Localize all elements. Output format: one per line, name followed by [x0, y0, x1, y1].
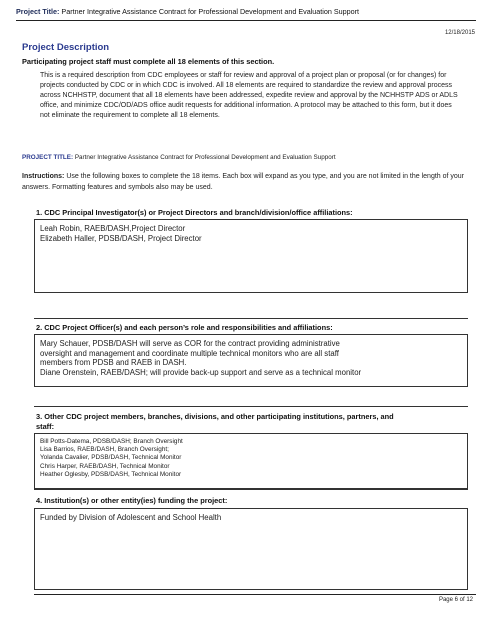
section-divider: [34, 318, 468, 319]
answer-line: Funded by Division of Adolescent and School Health: [40, 513, 222, 522]
project-title-label: PROJECT TITLE:: [22, 154, 74, 161]
project-title-text: Partner Integrative Assistance Contract for Professional Development and Evaluation Support: [74, 154, 336, 161]
instructions: [22, 172, 477, 193]
section-subheading: Participating project staff must complete all 18 elements of this section.: [22, 57, 275, 66]
answer-line: Chris Harper, RAEB/DASH, Technical Monitor: [40, 462, 170, 470]
section-divider: [34, 406, 468, 407]
answer-line: Bill Potts-Datema, PDSB/DASH; Branch Oversight: [40, 438, 183, 445]
answer-line: Mary Schauer, PDSB/DASH will serve as COR for the contract providing administrative: [40, 339, 340, 348]
header-rule: [16, 20, 476, 21]
item-2-answer-box[interactable]: [34, 334, 468, 387]
answer-line: Diane Orenstein, RAEB/DASH; will provide back-up support and serve as a technical monitor: [40, 368, 362, 378]
header-title-label: Project Title:: [16, 7, 60, 16]
item-3-label-line: 3. Other CDC project members, branches, divisions, and other participating institutions, partners, and: [36, 412, 394, 421]
instructions-text: Use the following boxes to complete the 18 items. Each box will expand as you type, and you are not limited in the length of your answers. Formatting features and symbols also may be used.: [22, 173, 465, 191]
header-project-title: [16, 7, 476, 16]
instructions-label: Instructions:: [22, 173, 65, 180]
header-title-text: Partner Integrative Assistance Contract for Professional Development and Evaluation Support: [61, 7, 360, 16]
item-3-label-line: staff:: [36, 422, 55, 431]
item-3-answer-box[interactable]: [34, 433, 468, 490]
item-1-label: 1. CDC Principal Investigator(s) or Project Directors and branch/division/office affiliations:: [36, 208, 353, 217]
item-2-label: 2. CDC Project Officer(s) and each person’s role and responsibilities and affiliations:: [36, 323, 333, 332]
document-date: 12/18/2015: [444, 30, 475, 36]
section-divider: [34, 488, 468, 489]
item-4-answer-box[interactable]: [34, 508, 468, 590]
answer-line: oversight and management and coordinate multiple technical monitors who are all staff: [40, 348, 339, 358]
item-3-label: [36, 412, 476, 432]
project-title-line: [22, 154, 482, 161]
answer-line: Leah Robin, RAEB/DASH,Project Director: [40, 224, 186, 233]
item-1-answer-box[interactable]: [34, 219, 468, 293]
section-heading: Project Description: [22, 42, 110, 53]
page-number: Page 6 of 12: [438, 597, 473, 603]
section-paragraph: This is a required description from CDC employees or staff for review and approval of a project plan or proposal (or for changes) for projects conducted by CDC or in which CDC is involved. All 18 elements are required to standardize the review and approval process across NCHHSTP, document that all 18 elements have been addressed, expedite review and approval by the NCHHSTP ADS or ADLS office, and minimize CDC/OD/ADS office audit requests for additional information. A protocol may be attached to this form, but it does not eliminate the requirement to complete all 18 elements.: [40, 72, 458, 120]
answer-line: Lisa Barrios, RAEB/DASH, Branch Oversight;: [40, 446, 169, 454]
item-4-label: 4. Institution(s) or other entity(ies) funding the project:: [36, 496, 228, 505]
answer-line: Elizabeth Haller, PDSB/DASH, Project Director: [40, 233, 202, 243]
answer-line: members from PDSB and RAEB in DASH.: [40, 358, 187, 368]
answer-line: Yolanda Cavalier, PDSB/DASH, Technical Monitor: [40, 454, 182, 462]
footer-rule: [34, 594, 476, 595]
answer-line: Heather Oglesby, PDSB/DASH, Technical Monitor: [40, 470, 182, 478]
